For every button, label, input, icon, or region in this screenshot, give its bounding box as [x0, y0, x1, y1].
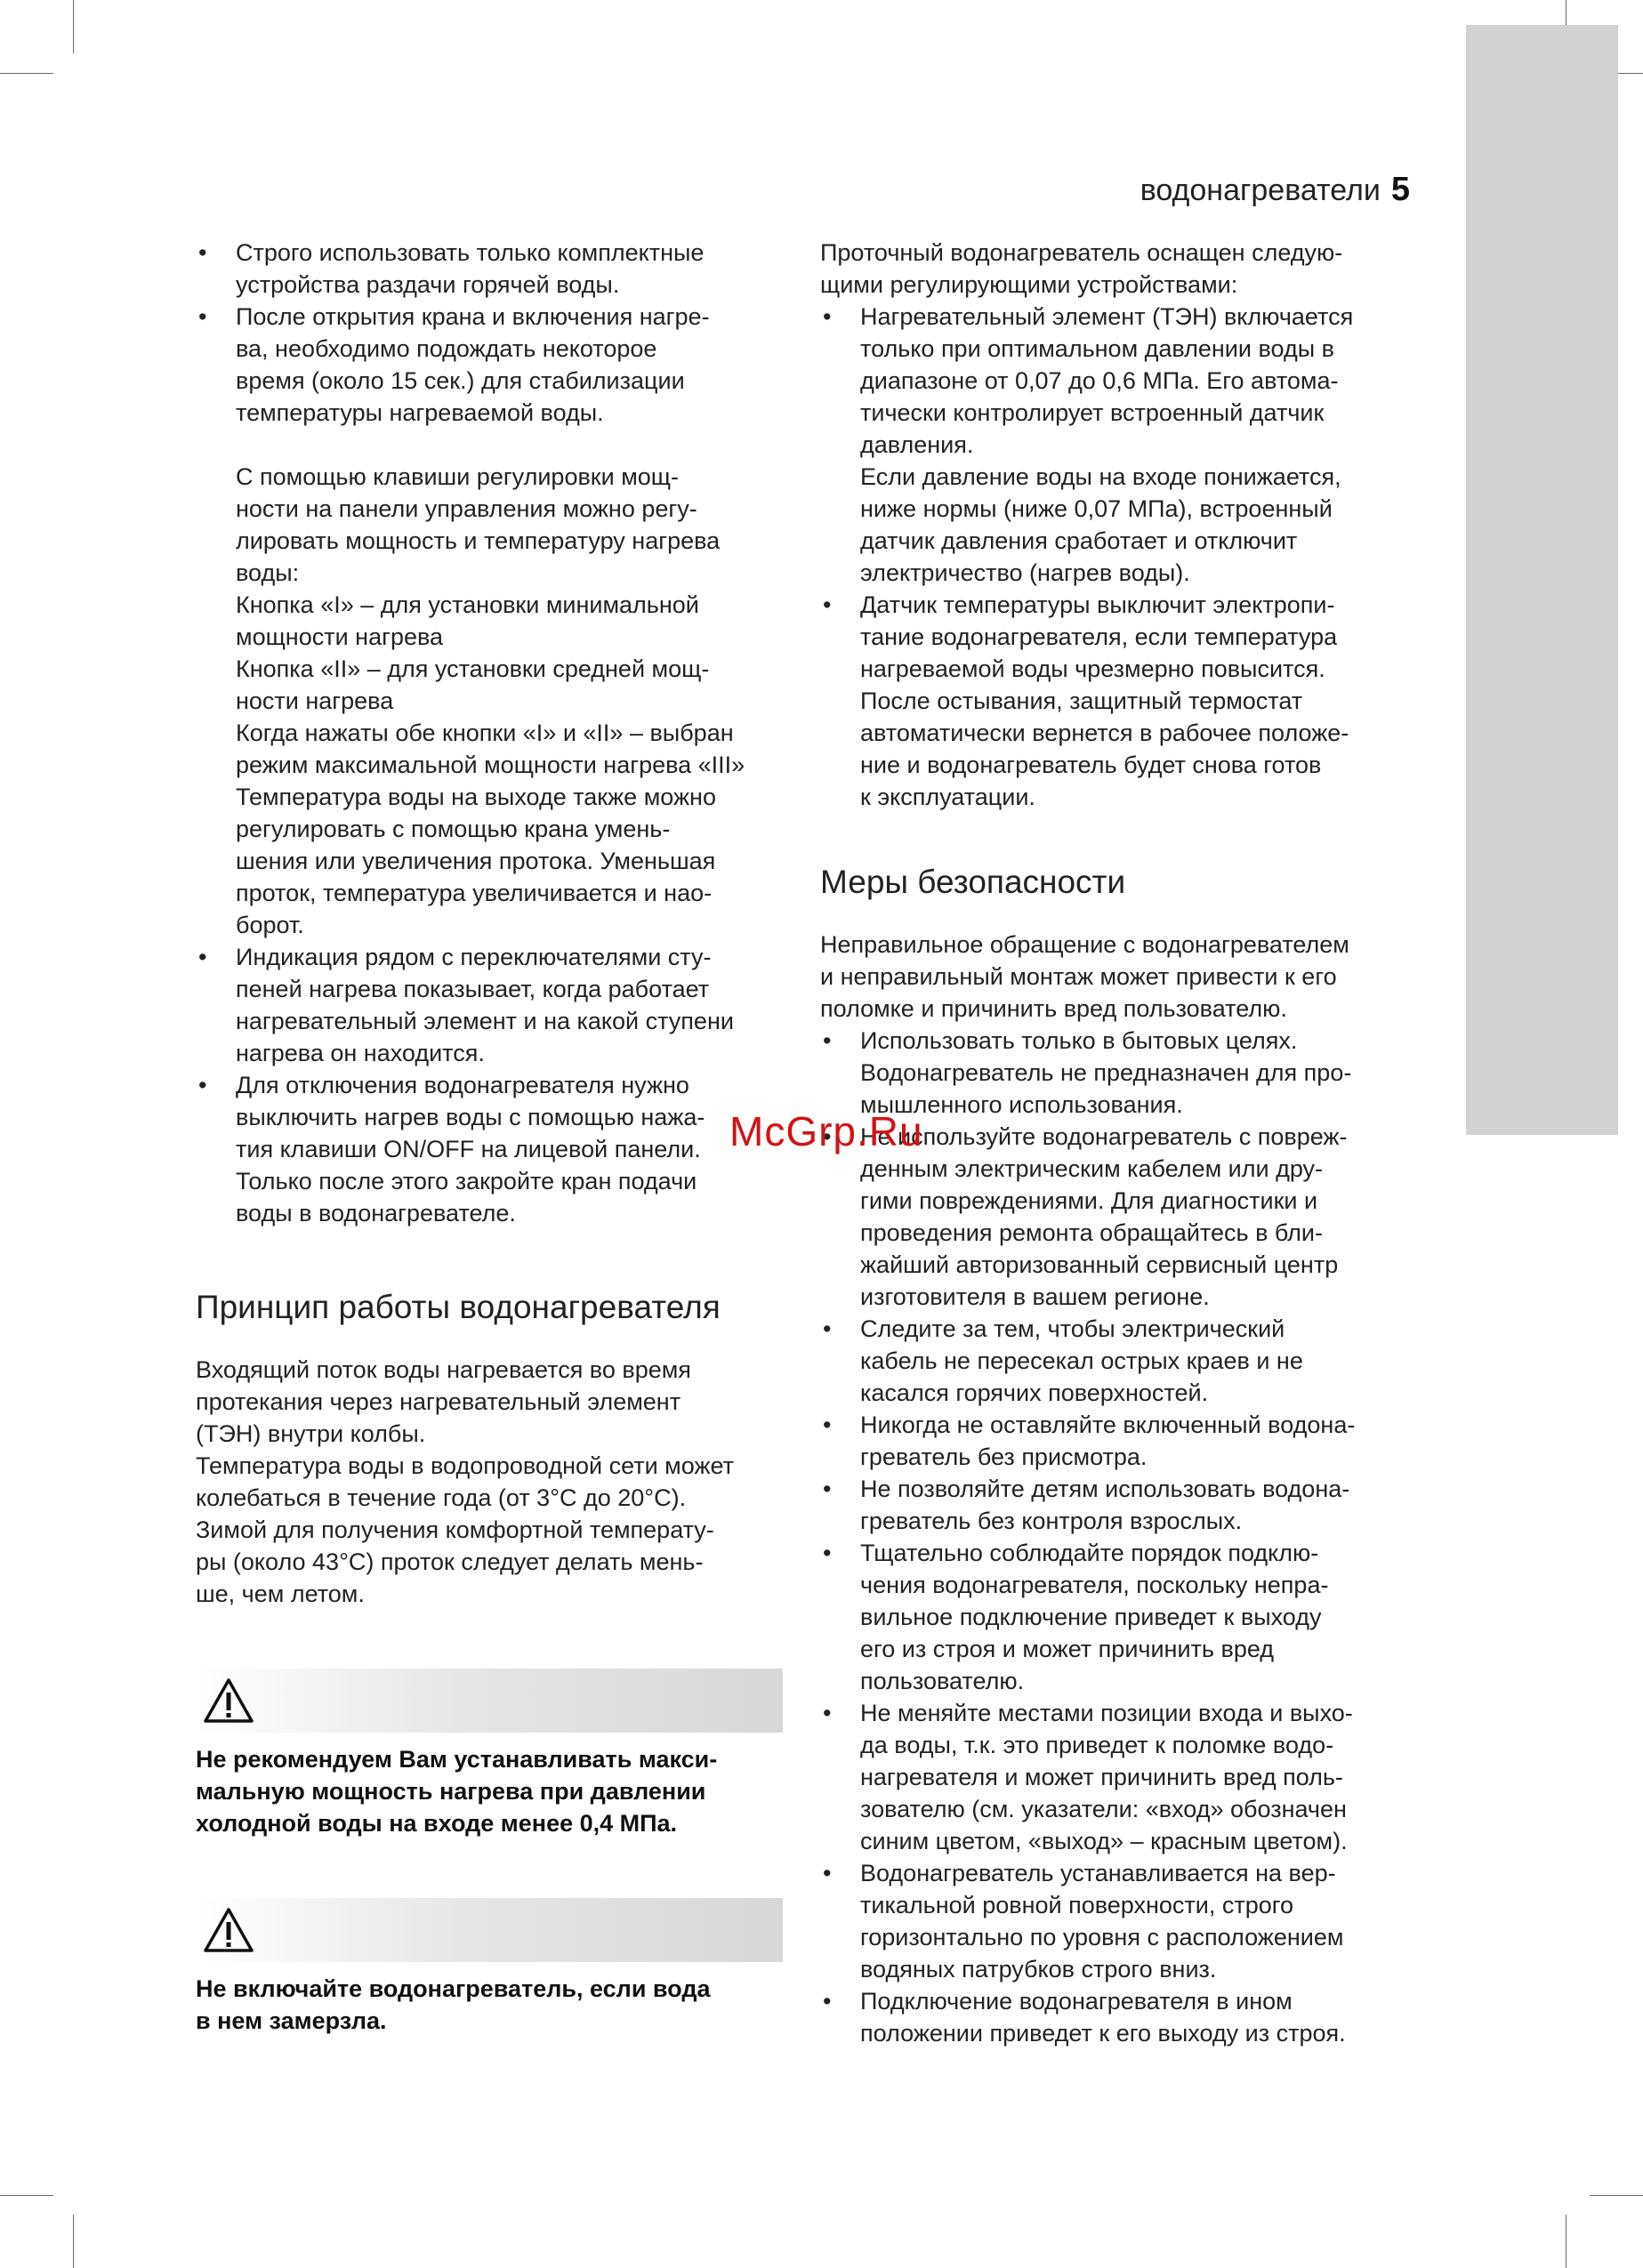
warning-text-1: Не рекомендуем Вам устанавливать макси- мальную мощность нагрева при давлении холодной воды на входе менее 0,4 МПа. — [196, 1746, 718, 1837]
watermark: McGrp.Ru — [729, 1108, 923, 1154]
devices-list — [820, 301, 1412, 813]
warning-band-1 — [196, 1669, 783, 1733]
bullet-list-2 — [196, 941, 783, 1229]
list-item: • Использовать только в бытовых целях. Водонагреватель не предназначен для про- мышленного использования. — [820, 1025, 1412, 1121]
list-item: • Следите за тем, чтобы электрический кабель не пересекал острых краев и не касался горячих поверхностей. — [820, 1313, 1412, 1409]
list-item: • Индикация рядом с переключателями сту- пеней нагрева показывает, когда работает нагревательный элемент и на какой ступени нагрева он находится. — [196, 941, 783, 1069]
list-item: • Не меняйте местами позиции входа и выхо- да воды, т.к. это приведет к поломке водо- нагревателя и может причинить вред поль- зователю (см. указатели: «вход» обозначен синим цветом, «выход» – красным цветом). — [820, 1697, 1412, 1857]
section-heading-principle: Принцип работы водонагревателя — [196, 1289, 721, 1325]
page-header — [1067, 171, 1410, 209]
warning-text-2: Не включайте водонагреватель, если вода в нем замерзла. — [196, 1975, 711, 2034]
list-item: • Не позволяйте детям использовать водона- греватель без контроля взрослых. — [820, 1473, 1412, 1537]
page-title: водонагреватели — [1140, 173, 1381, 207]
warning-icon — [203, 1907, 254, 1953]
bullet-list-1 — [196, 237, 783, 429]
list-item: • Тщательно соблюдайте порядок подклю- чения водонагревателя, поскольку непра- вильное подключение приведет к выходу его из строя и может причинить вред пользователю. — [820, 1537, 1412, 1697]
principle-paragraph: Входящий поток воды нагревается во время протекания через нагревательный элемент (ТЭН) внутри колбы. Температура воды в водопроводной сети может колебаться в течение года (от 3°С до 20°С). Зимой для получения комфортной температу- ры (около 43°С) проток следует делать мень- ше, чем летом. — [196, 1356, 735, 1607]
warning-icon — [203, 1677, 254, 1724]
warning-band-2 — [196, 1898, 783, 1962]
list-item: • Не используйте водонагреватель с повреж- денным электрическим кабелем или дру- гими повреждениями. Для диагностики и проведения ремонта обращайтесь в бли- жайший авторизованный сервисный центр изготовителя в вашем регионе. — [820, 1121, 1412, 1313]
safety-list — [820, 1025, 1412, 2049]
list-item: • Никогда не оставляйте включенный водона- греватель без присмотра. — [820, 1409, 1412, 1473]
page-number: 5 — [1390, 171, 1410, 208]
safety-intro-paragraph: Неправильное обращение с водонагревателем и неправильный монтаж может привести к его поломке и причинить вред пользователю. — [820, 931, 1349, 1022]
left-column — [196, 237, 783, 2037]
intro-paragraph: Проточный водонагреватель оснащен следую- щими регулирующими устройствами: — [820, 239, 1343, 298]
list-item: • После открытия крана и включения нагре- ва, необходимо подождать некоторое время (около 15 сек.) для стабилизации температуры нагреваемой воды. — [196, 301, 783, 429]
list-item: • Водонагреватель устанавливается на вер- тикальной ровной поверхности, строго горизонтально по уровня с расположением водяных патрубков строго вниз. — [820, 1857, 1412, 1985]
list-item: • Датчик температуры выключит электропи- тание водонагревателя, если температура нагреваемой воды чрезмерно повысится. После остывания, защитный термостат автоматически вернется в рабочее положе- ние и водонагреватель будет снова готов к эксплуатации. — [820, 589, 1412, 813]
power-control-paragraph: С помощью клавиши регулировки мощ- ности на панели управления можно регу- лировать мощность и температуру нагрева воды: Кнопка «I» – для установки минимальной мощности нагрева Кнопка «II» – для установки средней мощ- ности нагрева Когда нажаты обе кнопки «I» и «II» – выбран режим максимальной мощности нагрева «III» Температура воды на выходе также можно регулировать с помощью крана умень- шения или увеличения протока. Уменьшая проток, температура увеличивается и нао- борот. — [236, 463, 745, 938]
list-item: • Нагревательный элемент (ТЭН) включается только при оптимальном давлении воды в диапазоне от 0,07 до 0,6 МПа. Его автома- тически контролирует встроенный датчик давления. Если давление воды на входе понижается, ниже нормы (ниже 0,07 МПа), встроенный датчик давления сработает и отключит электричество (нагрев воды). — [820, 301, 1412, 589]
list-item: • Строго использовать только комплектные устройства раздачи горячей воды. — [196, 237, 783, 301]
list-item: • Подключение водонагревателя в ином положении приведет к его выходу из строя. — [820, 1985, 1412, 2049]
section-heading-safety: Меры безопасности — [820, 864, 1126, 900]
side-tab — [1466, 25, 1618, 1135]
list-item: • Для отключения водонагревателя нужно выключить нагрев воды с помощью нажа- тия клавиши ON/OFF на лицевой панели. Только после этого закройте кран подачи воды в водонагревателе. — [196, 1069, 783, 1229]
